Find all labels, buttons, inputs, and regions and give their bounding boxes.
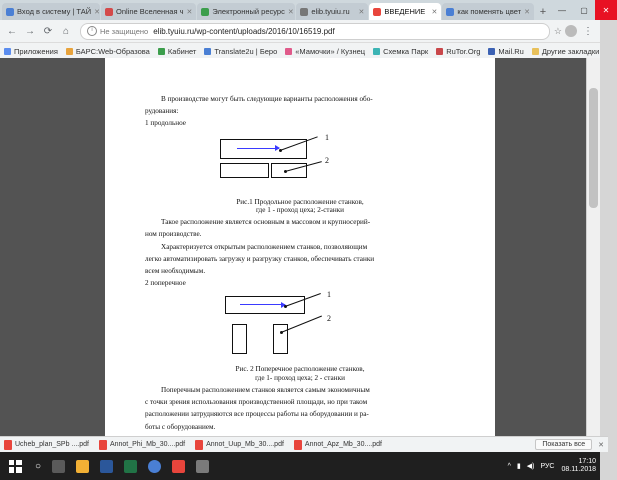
- paragraph: Такое расположение является основным в массовом и крупносерий-: [161, 218, 371, 227]
- clock[interactable]: [561, 458, 596, 474]
- other-bookmarks-label: Другие закладки: [541, 46, 600, 56]
- new-tab-button[interactable]: +: [539, 6, 547, 18]
- bookmark-label: Кабинет: [167, 46, 197, 56]
- figure1-leader-dot: [284, 170, 287, 173]
- bookmark-item[interactable]: [66, 47, 150, 56]
- pdf-text-content: [145, 94, 455, 446]
- download-item[interactable]: [294, 440, 382, 450]
- figure2-label-1: 1: [327, 290, 331, 300]
- bookmark-label: RuTor.Org: [446, 46, 481, 56]
- tab-label: Электронный ресурс: [212, 7, 285, 16]
- figure1-flow-arrow: [237, 148, 279, 149]
- figure2-corridor: [225, 296, 305, 314]
- figure2-caption-line2: где 1- проход цеха; 2 - станки: [255, 373, 345, 382]
- system-tray: [505, 452, 600, 480]
- download-item[interactable]: [195, 440, 284, 450]
- tab-favicon: [201, 8, 209, 16]
- bookmark-item[interactable]: [373, 47, 428, 56]
- download-filename: Annot_Phi_Mb_30....pdf: [109, 441, 186, 448]
- tab-label: ВВЕДЕНИЕ: [384, 7, 426, 16]
- address-bar[interactable]: [80, 23, 550, 40]
- task-view-icon: [52, 460, 65, 473]
- start-button[interactable]: [0, 452, 30, 480]
- volume-icon[interactable]: ◀): [526, 463, 535, 470]
- figure1-machine-left: [220, 163, 269, 178]
- network-icon[interactable]: ▮: [516, 463, 521, 470]
- tab-label: как поменять цвет: [457, 7, 522, 16]
- navigation-bar: [0, 20, 600, 43]
- paragraph: В производстве могут быть следующие варианты расположения обо-: [161, 95, 373, 103]
- figure1-leader-dot: [279, 149, 282, 152]
- window-controls: [551, 0, 617, 20]
- tab-favicon: [6, 8, 14, 16]
- excel-icon: [124, 460, 137, 473]
- chrome-menu-icon[interactable]: ⋮: [583, 25, 593, 37]
- taskbar: [0, 452, 600, 480]
- tab-favicon: [300, 8, 308, 16]
- language-indicator[interactable]: РУС: [540, 462, 555, 470]
- figure2-machine-left: [232, 324, 247, 354]
- bookmark-icon: [158, 48, 165, 55]
- bookmark-item[interactable]: [4, 47, 58, 56]
- reload-icon[interactable]: ⟳: [43, 25, 53, 37]
- figure2-flow-arrow: [240, 304, 285, 305]
- explorer-icon: [76, 460, 89, 473]
- pdf-page: [105, 58, 495, 437]
- download-item[interactable]: [4, 440, 89, 450]
- paragraph: расположении затрудняются все процессы работы на оборудовании и ра-: [145, 410, 369, 419]
- bookmark-icon: [373, 48, 380, 55]
- maximize-button[interactable]: ▢: [580, 5, 588, 15]
- downloads-bar: [0, 436, 608, 452]
- tab-label: elib.tyuiu.ru: [311, 7, 350, 16]
- download-item[interactable]: [99, 440, 185, 450]
- pdf-file-icon: [294, 440, 302, 450]
- tab-favicon: [446, 8, 454, 16]
- taskbar-app-extra[interactable]: [190, 452, 214, 480]
- bookmark-icon: [436, 48, 443, 55]
- figure1-caption-line2: где 1 - проход цеха; 2-станки: [255, 205, 345, 214]
- figure1-label-2: 2: [325, 155, 329, 165]
- tab-4-active[interactable]: [369, 3, 441, 20]
- paragraph: легко автоматизировать загрузку и разгрузку станков, обеспечивать станки: [145, 254, 375, 263]
- bookmark-label: Mail.Ru: [498, 46, 524, 56]
- bookmark-label: БАРС:Web-Образова: [75, 46, 150, 56]
- title-bar: [0, 0, 610, 20]
- pdf-icon: [172, 460, 185, 473]
- url-text: elib.tyuiu.ru/wp-content/uploads/2016/10/16519.pdf: [153, 26, 335, 36]
- pdf-viewer[interactable]: [0, 58, 600, 437]
- tab-close-icon[interactable]: ✕: [431, 8, 438, 16]
- tab-5[interactable]: [442, 3, 534, 20]
- download-filename: Annot_Apz_Mb_30....pdf: [304, 441, 382, 448]
- back-icon[interactable]: ←: [7, 25, 17, 37]
- paragraph: с точки зрения использования производственной площади, но при таком: [145, 398, 368, 407]
- avatar[interactable]: [565, 25, 577, 37]
- paragraph: Характеризуется открытым расположением станков, позволяющим: [161, 242, 368, 251]
- figure1-caption-line1: Рис.1 Продольное расположение станков,: [236, 197, 364, 206]
- tab-close-icon[interactable]: ✕: [358, 8, 365, 16]
- clock-time: 17:10: [578, 457, 596, 465]
- chrome-icon: [148, 460, 161, 473]
- bookmark-icon: [4, 48, 11, 55]
- tab-1[interactable]: [101, 3, 196, 20]
- figure-2: [145, 292, 455, 362]
- word-icon: [100, 460, 113, 473]
- tray-expand-icon[interactable]: ^: [507, 462, 511, 470]
- home-icon[interactable]: ⌂: [62, 25, 70, 37]
- close-button[interactable]: ✕: [595, 0, 617, 20]
- bookmark-item[interactable]: [204, 47, 277, 56]
- paragraph: боты с оборудованием.: [145, 422, 216, 431]
- tab-3[interactable]: [296, 3, 368, 20]
- download-filename: Ucheb_plan_SPb ....pdf: [15, 441, 89, 448]
- taskbar-app-task-view[interactable]: [46, 452, 70, 480]
- figure2-label-2: 2: [327, 314, 331, 324]
- paragraph: 1 продольное: [145, 119, 186, 128]
- pdf-file-icon: [99, 440, 107, 450]
- paragraph: рудования:: [145, 107, 179, 116]
- tab-close-icon[interactable]: ✕: [186, 8, 193, 16]
- app-icon: [196, 460, 209, 473]
- taskbar-apps: [46, 452, 214, 480]
- bookmark-icon: [204, 48, 211, 55]
- tab-close-icon[interactable]: ✕: [524, 8, 530, 16]
- paragraph: ном производстве.: [145, 230, 202, 239]
- tab-favicon: [373, 8, 381, 16]
- paragraph: Поперечным расположением станков является самым экономичным: [161, 385, 370, 394]
- bookmark-label: Приложения: [14, 46, 58, 56]
- search-icon[interactable]: ○: [34, 460, 42, 472]
- figure1-corridor: [220, 139, 307, 159]
- clock-date: 08.11.2018: [561, 466, 596, 473]
- taskbar-app-excel[interactable]: [118, 452, 142, 480]
- download-filename: Annot_Uup_Mb_30....pdf: [206, 441, 284, 448]
- info-icon: i: [87, 26, 97, 36]
- paragraph: всем необходимым.: [145, 266, 206, 275]
- tab-label: Вход в систему | ТАЙ: [17, 7, 92, 16]
- security-label: Не защищено: [100, 26, 149, 36]
- bookmark-icon: [66, 48, 73, 55]
- tab-0[interactable]: [2, 3, 100, 20]
- downloads-close-icon[interactable]: ✕: [598, 441, 604, 449]
- pdf-file-icon: [195, 440, 203, 450]
- show-all-downloads-button[interactable]: Показать все: [535, 439, 592, 450]
- other-bookmarks[interactable]: [532, 47, 599, 56]
- taskbar-app-pdf[interactable]: [166, 452, 190, 480]
- forward-icon[interactable]: →: [25, 25, 35, 37]
- folder-icon: [532, 48, 539, 55]
- taskbar-app-word[interactable]: [94, 452, 118, 480]
- scrollbar-thumb[interactable]: [589, 88, 598, 208]
- windows-logo-icon: [9, 460, 22, 473]
- taskbar-app-chrome[interactable]: [142, 452, 166, 480]
- bookmark-item[interactable]: [158, 47, 197, 56]
- tab-label: Online Вселенная ч: [116, 7, 184, 16]
- security-indicator[interactable]: [87, 26, 148, 36]
- bookmark-label: Translate2u | Беро: [214, 46, 278, 56]
- pdf-file-icon: [4, 440, 12, 450]
- bookmark-label: Схемка Парк: [383, 46, 429, 56]
- bookmark-item[interactable]: [436, 47, 480, 56]
- paragraph: 2 поперечное: [145, 279, 186, 288]
- bookmark-icon: [488, 48, 495, 55]
- tab-strip: [0, 0, 551, 20]
- tab-close-icon[interactable]: ✕: [94, 8, 101, 16]
- tab-2[interactable]: [197, 3, 295, 20]
- minimize-button[interactable]: —: [557, 5, 566, 15]
- tab-favicon: [105, 8, 113, 16]
- bookmark-item[interactable]: [285, 47, 365, 56]
- taskbar-app-explorer[interactable]: [70, 452, 94, 480]
- bookmark-label: «Мамочки» / Кузнец: [295, 46, 366, 56]
- tab-close-icon[interactable]: ✕: [287, 8, 294, 16]
- bookmark-star-icon[interactable]: ☆: [553, 25, 562, 36]
- figure-1: [145, 133, 455, 195]
- figure2-caption-line1: Рис. 2 Поперечное расположение станков,: [235, 365, 365, 374]
- bookmark-item[interactable]: [488, 47, 523, 56]
- bookmark-icon: [285, 48, 292, 55]
- figure1-label-1: 1: [325, 132, 329, 142]
- vertical-scrollbar[interactable]: [586, 58, 600, 437]
